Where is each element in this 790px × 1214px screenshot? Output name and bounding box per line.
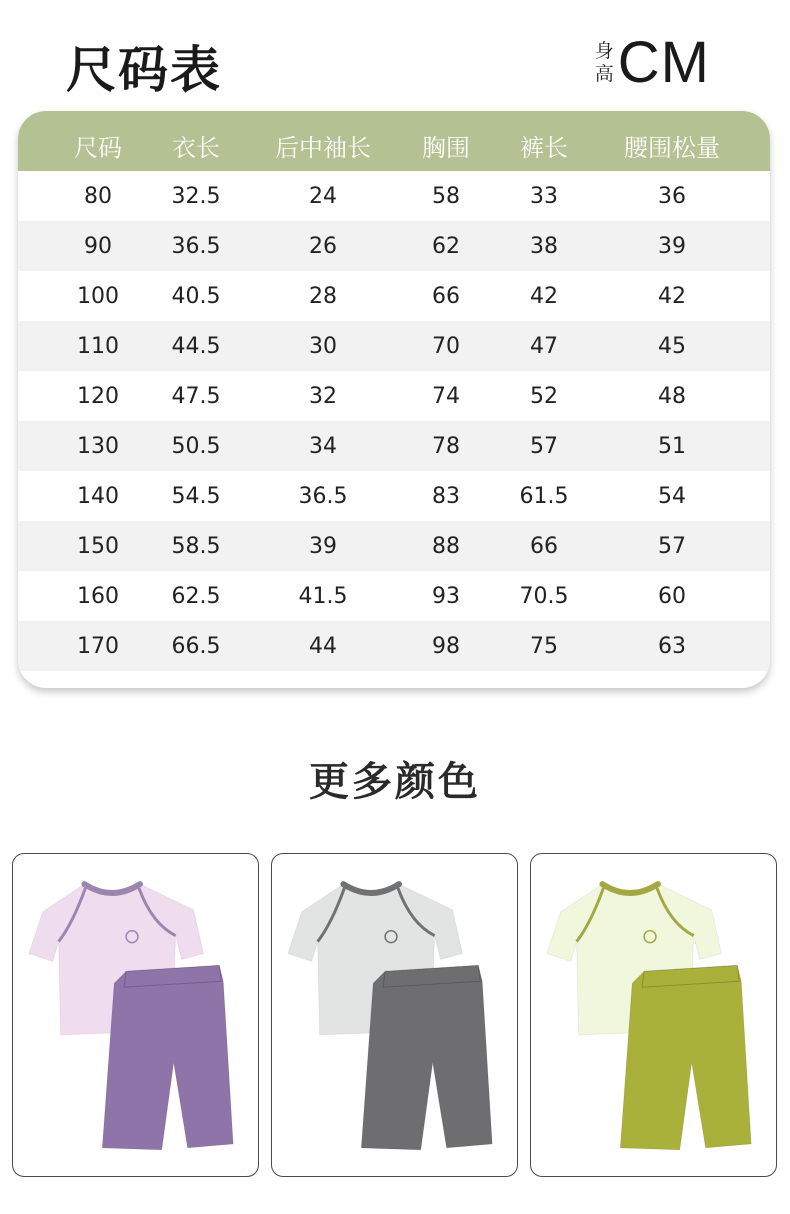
collar xyxy=(84,884,140,893)
table-cell: 62 xyxy=(432,234,460,259)
table-cell: 66.5 xyxy=(171,634,221,659)
pants-shape xyxy=(620,965,751,1149)
table-cell: 58.5 xyxy=(171,534,221,559)
table-row xyxy=(18,171,770,221)
table-row xyxy=(18,321,770,371)
table-cell: 66 xyxy=(432,284,460,309)
collar xyxy=(602,884,658,893)
table-cell: 45 xyxy=(658,334,686,359)
table-cell: 57 xyxy=(658,534,686,559)
table-cell: 36 xyxy=(658,184,686,209)
page-title: 尺码表 xyxy=(66,41,222,99)
table-cell: 78 xyxy=(432,434,460,459)
pants-shape xyxy=(361,965,492,1149)
more-colors-title: 更多颜色 xyxy=(309,759,481,805)
color-variant-card xyxy=(530,853,777,1177)
table-cell: 170 xyxy=(77,634,119,659)
table-cell: 32.5 xyxy=(171,184,221,209)
table-cell: 150 xyxy=(77,534,119,559)
table-cell: 39 xyxy=(658,234,686,259)
table-cell: 70.5 xyxy=(519,584,569,609)
table-cell: 93 xyxy=(432,584,460,609)
color-variant-card xyxy=(12,853,259,1177)
table-cell: 32 xyxy=(309,384,337,409)
table-row xyxy=(18,621,770,671)
table-cell: 52 xyxy=(530,384,558,409)
table-cell: 60 xyxy=(658,584,686,609)
size-table xyxy=(18,111,770,688)
table-cell: 26 xyxy=(309,234,337,259)
table-cell: 44.5 xyxy=(171,334,221,359)
table-cell: 57 xyxy=(530,434,558,459)
table-cell: 40.5 xyxy=(171,284,221,309)
table-cell: 41.5 xyxy=(298,584,348,609)
table-cell: 110 xyxy=(77,334,119,359)
outfit-image xyxy=(272,854,517,1176)
pants-shape xyxy=(102,965,233,1149)
table-cell: 54.5 xyxy=(171,484,221,509)
collar xyxy=(343,884,399,893)
column-header: 腰围松量 xyxy=(624,134,720,162)
table-cell: 74 xyxy=(432,384,460,409)
table-row xyxy=(18,221,770,271)
table-cell: 90 xyxy=(84,234,112,259)
color-variant-card xyxy=(271,853,518,1177)
table-cell: 160 xyxy=(77,584,119,609)
table-cell: 28 xyxy=(309,284,337,309)
table-cell: 120 xyxy=(77,384,119,409)
table-row xyxy=(18,471,770,521)
table-cell: 140 xyxy=(77,484,119,509)
outfit-image xyxy=(13,854,258,1176)
unit-label xyxy=(594,30,710,95)
table-cell: 63 xyxy=(658,634,686,659)
table-cell: 24 xyxy=(309,184,337,209)
table-row xyxy=(18,521,770,571)
table-cell: 38 xyxy=(530,234,558,259)
table-body xyxy=(18,171,770,671)
table-cell: 47 xyxy=(530,334,558,359)
table-cell: 75 xyxy=(530,634,558,659)
table-cell: 48 xyxy=(658,384,686,409)
table-cell: 42 xyxy=(530,284,558,309)
table-row xyxy=(18,571,770,621)
unit-qualifier xyxy=(595,40,614,86)
outfit-image xyxy=(531,854,776,1176)
table-cell: 42 xyxy=(658,284,686,309)
table-row xyxy=(18,271,770,321)
table-cell: 34 xyxy=(309,434,337,459)
table-row xyxy=(18,371,770,421)
table-row xyxy=(18,421,770,471)
table-cell: 100 xyxy=(77,284,119,309)
unit-bottom: 高 xyxy=(594,63,614,85)
unit-cm: CM xyxy=(617,30,710,95)
table-cell: 30 xyxy=(309,334,337,359)
table-cell: 36.5 xyxy=(298,484,348,509)
table-cell: 83 xyxy=(432,484,460,509)
unit-top: 身 xyxy=(594,40,614,62)
table-cell: 54 xyxy=(658,484,686,509)
table-cell: 39 xyxy=(309,534,337,559)
column-header: 衣长 xyxy=(172,134,220,162)
table-cell: 88 xyxy=(432,534,460,559)
table-cell: 80 xyxy=(84,184,112,209)
table-cell: 98 xyxy=(432,634,460,659)
table-cell: 61.5 xyxy=(519,484,569,509)
table-cell: 36.5 xyxy=(171,234,221,259)
table-cell: 51 xyxy=(658,434,686,459)
column-header: 后中袖长 xyxy=(275,134,371,162)
table-cell: 58 xyxy=(432,184,460,209)
column-header: 裤长 xyxy=(520,134,568,162)
table-cell: 62.5 xyxy=(171,584,221,609)
table-cell: 66 xyxy=(530,534,558,559)
column-header: 胸围 xyxy=(422,134,470,162)
table-cell: 50.5 xyxy=(171,434,221,459)
table-cell: 130 xyxy=(77,434,119,459)
column-header: 尺码 xyxy=(74,134,122,162)
table-cell: 47.5 xyxy=(171,384,221,409)
table-cell: 44 xyxy=(309,634,337,659)
table-cell: 70 xyxy=(432,334,460,359)
table-header xyxy=(18,111,770,171)
table-cell: 33 xyxy=(530,184,558,209)
